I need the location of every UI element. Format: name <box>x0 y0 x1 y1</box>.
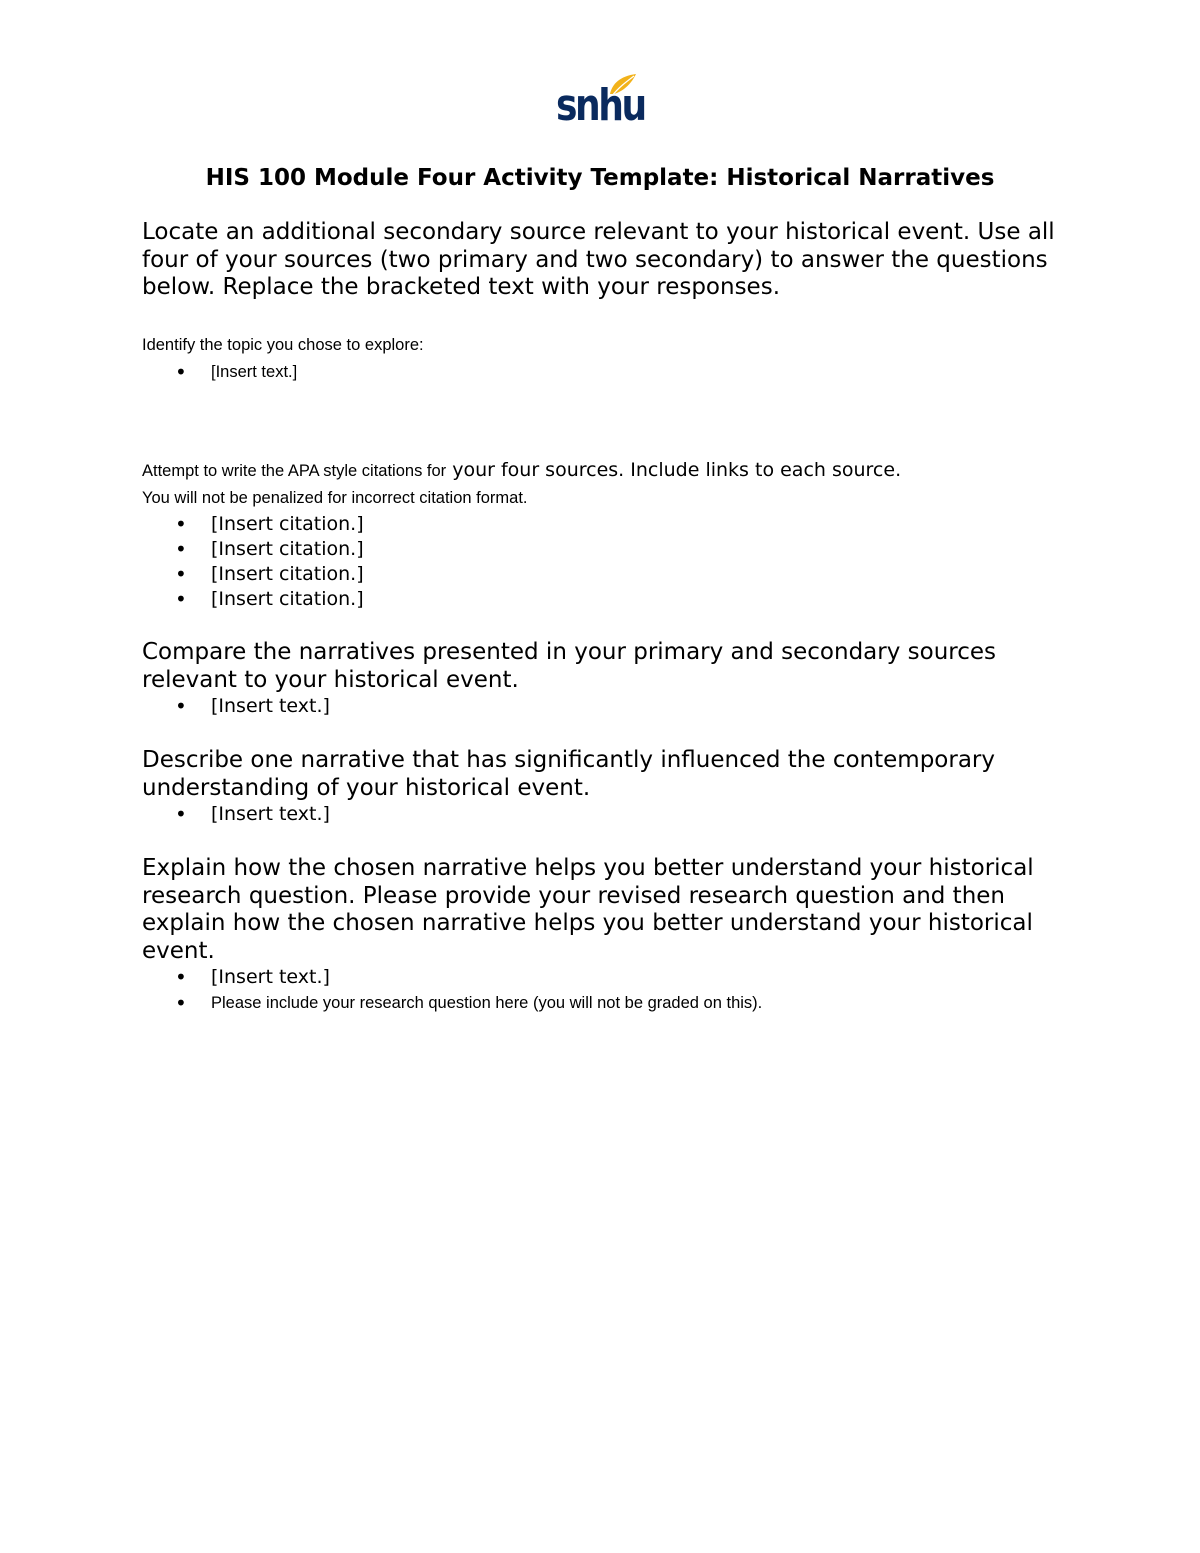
citation-text: [Insert citation.] <box>211 563 364 585</box>
explain-list <box>142 965 1072 990</box>
citations-label-part1: Attempt to write the APA style citations for <box>142 462 447 480</box>
citation-text: [Insert citation.] <box>211 513 364 535</box>
citations-section <box>142 457 1072 612</box>
citation-item[interactable] <box>142 537 1072 562</box>
logo-wordmark: snhu <box>556 80 645 131</box>
citation-item[interactable] <box>142 512 1072 537</box>
citation-item[interactable] <box>142 562 1072 587</box>
explain-bullet[interactable] <box>142 965 1072 990</box>
describe-list <box>142 802 1072 827</box>
citation-text: [Insert citation.] <box>211 538 364 560</box>
compare-bullet-text: [Insert text.] <box>211 695 330 717</box>
snhu-logo <box>552 70 645 136</box>
compare-bullet[interactable] <box>142 694 1072 719</box>
topic-label: Identify the topic you chose to explore: <box>142 336 424 354</box>
describe-bullet-text: [Insert text.] <box>211 803 330 825</box>
page-title: HIS 100 Module Four Activity Template: Historical Narratives <box>205 165 995 191</box>
describe-section <box>142 747 1072 827</box>
citations-label-part2: your four sources. Include links to each source. <box>446 459 902 481</box>
topic-list <box>142 359 1072 386</box>
describe-bullet[interactable] <box>142 802 1072 827</box>
citation-text: [Insert citation.] <box>211 588 364 610</box>
explain-section <box>142 855 1072 1017</box>
topic-bullet-text: [Insert text.] <box>211 363 298 381</box>
research-question-text: Please include your research question here (you will not be graded on this). <box>211 994 763 1012</box>
citation-item[interactable] <box>142 587 1072 612</box>
citations-label <box>142 457 1072 485</box>
citations-list <box>142 512 1072 612</box>
compare-heading: Compare the narratives presented in your primary and secondary sources relevant to your historical event. <box>142 639 996 693</box>
research-question-bullet[interactable] <box>142 990 1072 1017</box>
citations-label-line2: You will not be penalized for incorrect citation format. <box>142 489 528 507</box>
compare-list <box>142 694 1072 719</box>
explain-heading: Explain how the chosen narrative helps you better understand your historical research question. Please provide your revised research question and then explain how the chosen narrative helps you better understand your historical event. <box>142 855 1034 964</box>
explain-bullet-text: [Insert text.] <box>211 966 330 988</box>
intro-paragraph: Locate an additional secondary source relevant to your historical event. Use all four of your sources (two primary and two secondary) to answer the questions below. Replace the bracketed text with your responses. <box>142 219 1055 300</box>
topic-section <box>142 332 1072 386</box>
topic-bullet[interactable] <box>142 359 1072 386</box>
describe-heading: Describe one narrative that has significantly influenced the contemporary understanding of your historical event. <box>142 747 995 801</box>
compare-section <box>142 639 1072 719</box>
research-question-list <box>142 990 1072 1017</box>
